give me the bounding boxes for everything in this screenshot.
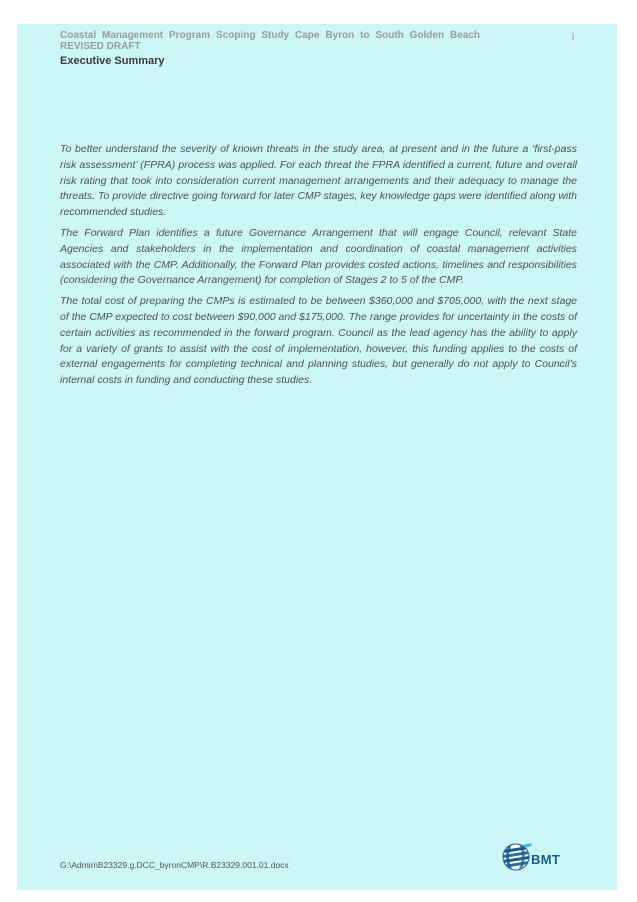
section-title: Executive Summary (60, 55, 165, 67)
paragraph: To better understand the severity of known threats in the study area, at present and in the future a ‘first-pass risk assessment’ (FPRA) process was applied. For each threat the FPRA identified a current, future and overall risk rating that took into consideration current management arrangements and their adequacy to manage the threats. To provide directive going forward for later CMP stages, key knowledge gaps were identified along with recommended studies. (60, 143, 577, 219)
footer-file-path: G:\Admin\B23329.g.DCC_byronCMP\R.B23329.001.01.docx (60, 860, 289, 870)
page-number: i (572, 32, 575, 43)
header-title: Coastal Management Program Scoping Study Cape Byron to South Golden Beach (60, 30, 480, 41)
logo-text: BMT (531, 852, 561, 867)
paragraph: The Forward Plan identifies a future Governance Arrangement that will engage Council, relevant State Agencies and stakeholders in the implementation and coordination of coastal management activities associated with the CMP. Additionally, the Forward Plan provides costed actions, timelines and responsibilities (considering the Governance Arrangement) for completion of Stages 2 to 5 of the CMP. (60, 226, 577, 287)
body-text (60, 142, 577, 394)
globe-logo-icon (501, 840, 535, 874)
header-subtitle: REVISED DRAFT (60, 41, 141, 52)
paragraph: The total cost of preparing the CMPs is estimated to be between $360,000 and $705,000, with the next stage of the CMP expected to cost between $90,000 and $175,000. The range provides for uncertainty in the costs of certain activities as recommended in the forward program. Council as the lead agency has the ability to apply for a variety of grants to assist with the cost of implementation, however, this funding applies to the costs of external engagements for completing technical and planning studies, but generally do not apply to Council’s internal costs in funding and conducting these studies. (60, 295, 577, 387)
bmt-logo (501, 840, 569, 874)
document-page (17, 24, 617, 890)
